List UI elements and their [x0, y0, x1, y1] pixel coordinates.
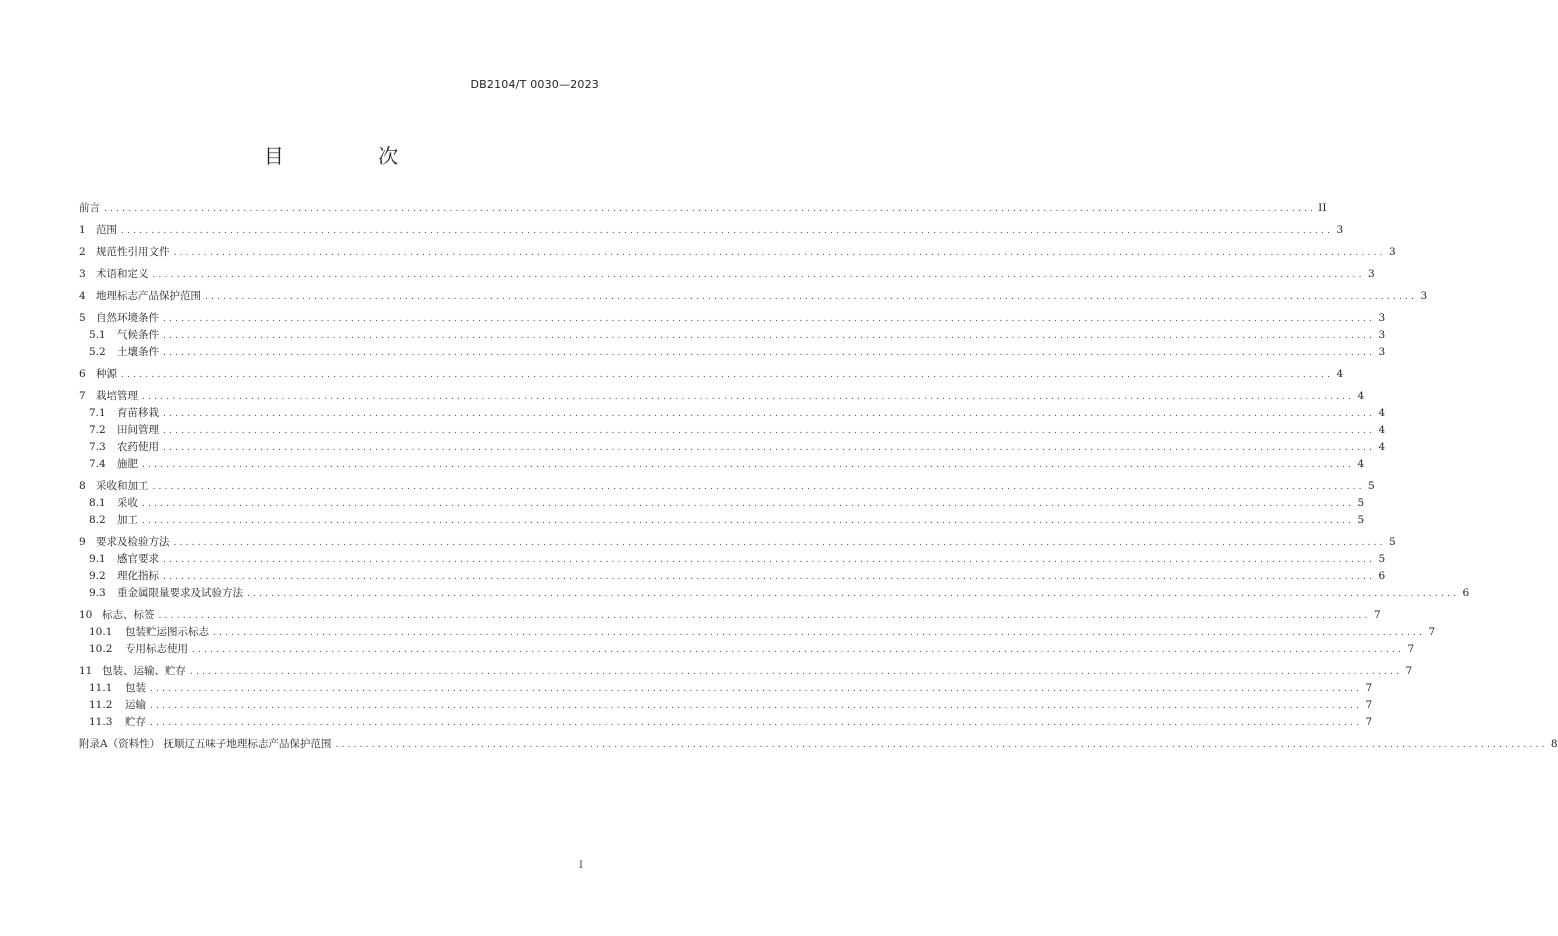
toc-entry[interactable] — [79, 585, 1470, 602]
toc-entry-number: 11.1 — [89, 682, 113, 694]
toc-leader-dots: ........................................................................................................................................................................................................ — [163, 572, 1376, 582]
toc-entry-label: 采收和加工 — [96, 480, 149, 492]
toc-leader-dots: ........................................................................................................................................................................................................ — [121, 226, 1334, 236]
toc-entry-label: 包装、运输、贮存 — [102, 665, 186, 677]
toc-leader-dots: ........................................................................................................................................................................................................ — [152, 270, 1365, 280]
toc-entry-number: 5.1 — [89, 329, 106, 341]
toc-entry-label: 感官要求 — [117, 553, 159, 565]
toc-entry[interactable] — [79, 388, 1365, 405]
toc-entry-label: 专用标志使用 — [125, 643, 188, 655]
toc-leader-dots: ........................................................................................................................................................................................................ — [158, 611, 1371, 621]
toc-entry-label: 栽培管理 — [96, 390, 138, 402]
toc-entry-label: 土壤条件 — [117, 346, 159, 358]
toc-entry-page: 5 — [1367, 480, 1375, 492]
toc-entry-page: 3 — [1378, 312, 1386, 324]
toc-entry-label: 加工 — [117, 514, 138, 526]
toc-leader-dots: ........................................................................................................................................................................................................ — [150, 701, 1363, 711]
toc-entry-page: 3 — [1420, 290, 1428, 302]
toc-leader-dots: ........................................................................................................................................................................................................ — [190, 667, 1403, 677]
toc-entry-label: 包装贮运图示标志 — [125, 626, 209, 638]
toc-entry[interactable] — [79, 534, 1396, 551]
toc-entry-number: 5 — [79, 312, 86, 324]
toc-entry-page: 7 — [1407, 643, 1415, 655]
toc-entry-number: 9.3 — [89, 587, 106, 599]
toc-leader-dots: ........................................................................................................................................................................................................ — [163, 331, 1376, 341]
toc-leader-dots: ........................................................................................................................................................................................................ — [192, 645, 1405, 655]
toc-leader-dots: ........................................................................................................................................................................................................ — [335, 740, 1548, 750]
toc-entry-label: 附录A（资料性） 抚顺辽五味子地理标志产品保护范围 — [79, 738, 332, 750]
toc-entry[interactable] — [79, 663, 1413, 680]
toc-entry[interactable] — [79, 624, 1436, 641]
toc-entry-label: 术语和定义 — [96, 268, 149, 280]
toc-entry-number: 9.2 — [89, 570, 106, 582]
toc-entry-label: 前言 — [79, 202, 100, 214]
toc-entry[interactable] — [79, 310, 1386, 327]
toc-entry-page: 6 — [1462, 587, 1470, 599]
toc-entry-number: 11.2 — [89, 699, 113, 711]
toc-entry-label: 重金属限量要求及试验方法 — [117, 587, 243, 599]
toc-entry-label: 地理标志产品保护范围 — [96, 290, 201, 302]
toc-entry[interactable] — [79, 366, 1344, 383]
toc-entry[interactable] — [79, 568, 1386, 585]
toc-entry-number: 6 — [79, 368, 86, 380]
toc-entry[interactable] — [79, 244, 1396, 261]
toc-entry-number: 9 — [79, 536, 86, 548]
toc-entry-page: 4 — [1378, 441, 1386, 453]
toc-entry[interactable] — [79, 714, 1373, 731]
document-code: DB2104/T 0030—2023 — [470, 78, 599, 91]
toc-entry-label: 包装 — [125, 682, 146, 694]
toc-entry-label: 标志、标签 — [102, 609, 155, 621]
toc-entry-number: 5.2 — [89, 346, 106, 358]
toc-leader-dots: ........................................................................................................................................................................................................ — [213, 628, 1426, 638]
toc-entry-number: 3 — [79, 268, 86, 280]
toc-entry-page: 7 — [1373, 609, 1381, 621]
toc-entry[interactable] — [79, 288, 1428, 305]
toc-entry-page: 7 — [1365, 699, 1373, 711]
toc-entry[interactable] — [79, 551, 1386, 568]
toc-leader-dots: ........................................................................................................................................................................................................ — [173, 248, 1386, 258]
toc-entry-label: 种源 — [96, 368, 117, 380]
toc-leader-dots: ........................................................................................................................................................................................................ — [163, 314, 1376, 324]
toc-entry[interactable] — [79, 607, 1381, 624]
toc-entry-page: 3 — [1378, 329, 1386, 341]
toc-entry[interactable] — [79, 697, 1373, 714]
toc-entry-label: 采收 — [117, 497, 138, 509]
toc-entry[interactable] — [79, 456, 1365, 473]
toc-entry-number: 10 — [79, 609, 93, 621]
toc-entry-number: 8.2 — [89, 514, 106, 526]
toc-entry-number: 4 — [79, 290, 86, 302]
toc-entry-page: 3 — [1378, 346, 1386, 358]
toc-entry-number: 11 — [79, 665, 93, 677]
toc-entry-page: 4 — [1357, 390, 1365, 402]
toc-entry-page: 8 — [1550, 738, 1558, 750]
toc-entry-page: 5 — [1378, 553, 1386, 565]
toc-leader-dots: ........................................................................................................................................................................................................ — [163, 426, 1376, 436]
toc-entry-number: 1 — [79, 224, 86, 236]
toc-entry[interactable] — [79, 439, 1386, 456]
toc-entry-page: 5 — [1388, 536, 1396, 548]
toc-leader-dots: ........................................................................................................................................................................................................ — [152, 482, 1365, 492]
toc-entry[interactable] — [79, 266, 1375, 283]
toc-leader-dots: ........................................................................................................................................................................................................ — [247, 589, 1460, 599]
toc-entry-label: 范围 — [96, 224, 117, 236]
toc-entry[interactable] — [79, 327, 1386, 344]
toc-entry-page: 4 — [1357, 458, 1365, 470]
toc-entry-number: 10.2 — [89, 643, 113, 655]
toc-entry-label: 贮存 — [125, 716, 146, 728]
toc-entry[interactable] — [79, 495, 1365, 512]
toc-entry-page: 5 — [1357, 497, 1365, 509]
toc-entry-label: 气候条件 — [117, 329, 159, 341]
toc-entry-page: 7 — [1405, 665, 1413, 677]
toc-leader-dots: ........................................................................................................................................................................................................ — [150, 684, 1363, 694]
toc-entry-label: 运输 — [125, 699, 146, 711]
toc-leader-dots: ........................................................................................................................................................................................................ — [150, 718, 1363, 728]
toc-entry-page: 3 — [1336, 224, 1344, 236]
toc-leader-dots: ........................................................................................................................................................................................................ — [163, 443, 1376, 453]
toc-entry[interactable] — [79, 736, 1558, 753]
toc-entry[interactable] — [79, 405, 1386, 422]
toc-leader-dots: ........................................................................................................................................................................................................ — [142, 499, 1355, 509]
toc-entry-number: 11.3 — [89, 716, 113, 728]
page-number: I — [579, 860, 583, 871]
toc-entry-number: 9.1 — [89, 553, 106, 565]
toc-entry-number: 7 — [79, 390, 86, 402]
toc-entry-number: 8.1 — [89, 497, 106, 509]
toc-entry-page: 7 — [1365, 716, 1373, 728]
page-title: 目 次 — [263, 144, 443, 168]
toc-entry-page: 4 — [1378, 407, 1386, 419]
toc-entry-number: 8 — [79, 480, 86, 492]
toc-leader-dots: ........................................................................................................................................................................................................ — [142, 460, 1355, 470]
toc-entry[interactable] — [79, 344, 1386, 361]
toc-leader-dots: ........................................................................................................................................................................................................ — [142, 516, 1355, 526]
toc-leader-dots: ........................................................................................................................................................................................................ — [163, 555, 1376, 565]
toc-entry-label: 育苗移栽 — [117, 407, 159, 419]
toc-leader-dots: ........................................................................................................................................................................................................ — [142, 392, 1355, 402]
toc-entry-page: 5 — [1357, 514, 1365, 526]
toc-entry-page: 3 — [1388, 246, 1396, 258]
toc-entry-page: 4 — [1378, 424, 1386, 436]
toc-entry[interactable] — [79, 512, 1365, 529]
toc-entry[interactable] — [79, 641, 1415, 658]
toc-entry-label: 农药使用 — [117, 441, 159, 453]
toc-entry[interactable] — [79, 422, 1386, 439]
toc-entry[interactable] — [79, 222, 1344, 239]
toc-leader-dots: ........................................................................................................................................................................................................ — [163, 409, 1376, 419]
toc-entry-label: 田间管理 — [117, 424, 159, 436]
toc-leader-dots: ........................................................................................................................................................................................................ — [121, 370, 1334, 380]
toc-leader-dots: ........................................................................................................................................................................................................ — [104, 204, 1317, 214]
toc-entry-number: 2 — [79, 246, 86, 258]
toc-entry-page: 6 — [1378, 570, 1386, 582]
toc-entry-page: 7 — [1428, 626, 1436, 638]
toc-entry-label: 规范性引用文件 — [96, 246, 170, 258]
toc-entry-page: 4 — [1336, 368, 1344, 380]
table-of-contents — [79, 200, 1558, 753]
toc-leader-dots: ........................................................................................................................................................................................................ — [163, 348, 1376, 358]
toc-entry-number: 7.2 — [89, 424, 106, 436]
toc-entry-label: 要求及检验方法 — [96, 536, 170, 548]
toc-leader-dots: ........................................................................................................................................................................................................ — [205, 292, 1418, 302]
toc-entry-label: 施肥 — [117, 458, 138, 470]
toc-entry-number: 10.1 — [89, 626, 113, 638]
toc-entry[interactable] — [79, 680, 1373, 697]
toc-entry-label: 自然环境条件 — [96, 312, 159, 324]
toc-entry-page: 3 — [1367, 268, 1375, 280]
toc-entry[interactable] — [79, 478, 1375, 495]
toc-leader-dots: ........................................................................................................................................................................................................ — [173, 538, 1386, 548]
toc-entry-number: 7.4 — [89, 458, 106, 470]
toc-entry-page: II — [1318, 202, 1327, 214]
toc-entry-number: 7.1 — [89, 407, 106, 419]
toc-entry[interactable] — [79, 200, 1327, 217]
toc-entry-page: 7 — [1365, 682, 1373, 694]
toc-entry-label: 理化指标 — [117, 570, 159, 582]
toc-entry-number: 7.3 — [89, 441, 106, 453]
